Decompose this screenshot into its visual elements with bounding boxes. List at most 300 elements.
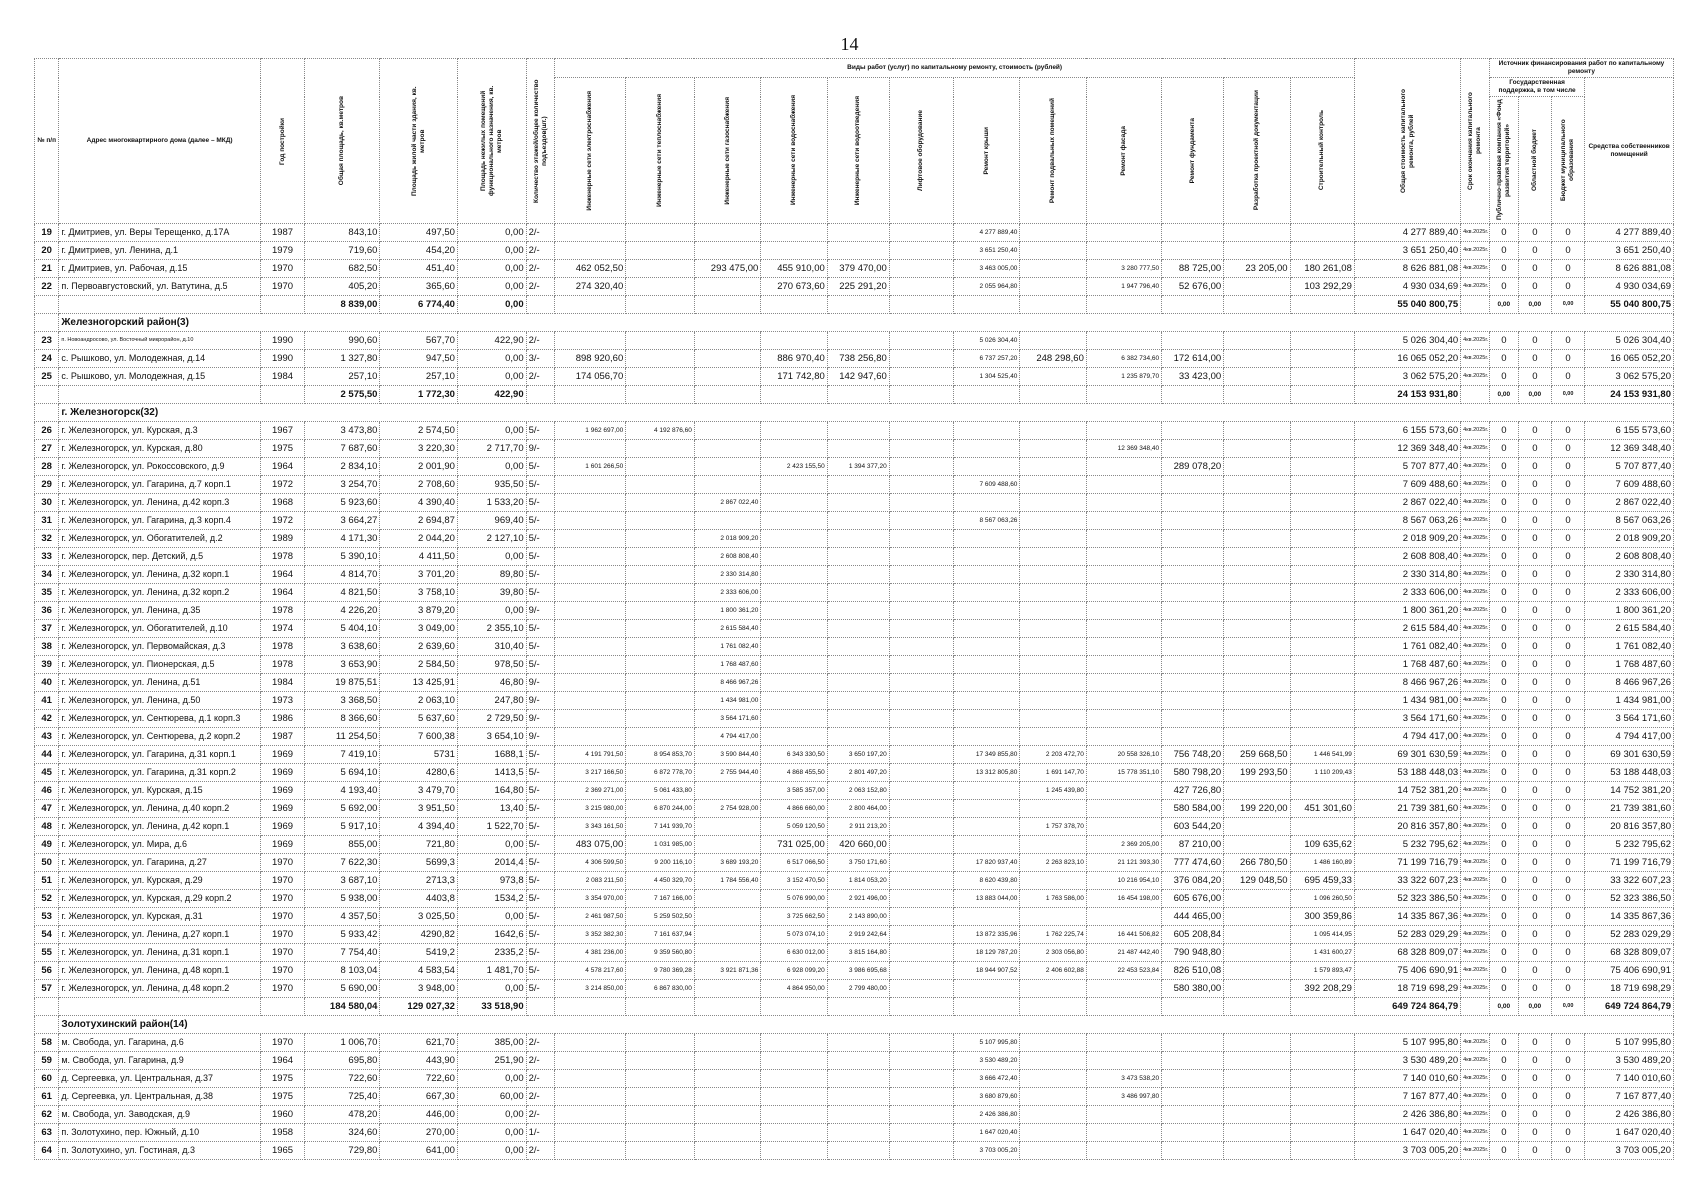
row-work-cost <box>827 530 889 548</box>
row-work-cost <box>626 710 695 728</box>
row-work-cost: 16 441 506,82 <box>1086 926 1161 944</box>
col-work-12-header: Строительный контроль <box>1290 78 1354 224</box>
row-work-cost: 1 784 556,40 <box>694 872 760 890</box>
district-group-row <box>35 314 1674 332</box>
row-owners: 3 703 005,20 <box>1585 1142 1674 1160</box>
row-work-cost <box>555 476 626 494</box>
row-work-cost: 826 510,08 <box>1162 962 1224 980</box>
row-work-cost: 3 986 695,68 <box>827 962 889 980</box>
table-cell <box>1162 296 1224 314</box>
row-work-cost <box>761 1052 827 1070</box>
row-number: 31 <box>35 512 59 530</box>
row-work-cost <box>761 530 827 548</box>
row-number: 39 <box>35 656 59 674</box>
row-work-cost: 9 780 369,28 <box>626 962 695 980</box>
row-deadline: 4кв.2025г. <box>1461 368 1490 386</box>
row-work-cost: 20 558 326,10 <box>1086 746 1161 764</box>
row-work-cost: 5 076 990,00 <box>761 890 827 908</box>
row-work-cost <box>1224 674 1290 692</box>
row-work-cost: 6 517 066,50 <box>761 854 827 872</box>
row-total-cost: 4 930 034,69 <box>1354 278 1460 296</box>
row-municipal: 0 <box>1551 422 1584 440</box>
row-work-cost: 3 354 970,00 <box>555 890 626 908</box>
table-cell <box>953 998 1019 1016</box>
row-work-cost: 1 814 053,20 <box>827 872 889 890</box>
row-regional: 0 <box>1518 872 1551 890</box>
row-work-cost <box>1020 656 1086 674</box>
row-work-cost: 3 463 005,00 <box>953 260 1019 278</box>
row-work-cost <box>889 980 953 998</box>
row-total-area: 1 006,70 <box>305 1034 380 1052</box>
row-work-cost: 3 214 850,00 <box>555 980 626 998</box>
row-owners: 75 406 690,91 <box>1585 962 1674 980</box>
col-work-1-header: Инженерные сети электроснабжения <box>555 78 626 224</box>
row-regional: 0 <box>1518 710 1551 728</box>
row-work-cost: 2 369 205,00 <box>1086 836 1161 854</box>
row-work-cost: 376 084,20 <box>1162 872 1224 890</box>
col-no-header: № п/п <box>35 59 59 224</box>
row-work-cost <box>694 1142 760 1160</box>
row-work-cost <box>555 602 626 620</box>
row-address: г. Железногорск, ул. Ленина, д.48 корп.2 <box>59 980 261 998</box>
row-municipal: 0 <box>1551 782 1584 800</box>
row-work-cost: 3 703 005,20 <box>953 1142 1019 1160</box>
row-fund: 0 <box>1489 1124 1518 1142</box>
row-municipal: 0 <box>1551 1124 1584 1142</box>
row-regional: 0 <box>1518 548 1551 566</box>
row-work-cost <box>555 494 626 512</box>
row-work-cost: 3 689 193,20 <box>694 854 760 872</box>
row-number: 33 <box>35 548 59 566</box>
row-deadline: 4кв.2025г. <box>1461 1052 1490 1070</box>
row-total-area: 3 687,10 <box>305 872 380 890</box>
row-work-cost: 8 567 063,26 <box>953 512 1019 530</box>
row-work-cost <box>1290 728 1354 746</box>
row-deadline: 4кв.2025г. <box>1461 638 1490 656</box>
row-work-cost <box>1020 620 1086 638</box>
row-work-cost <box>1224 368 1290 386</box>
table-cell <box>761 386 827 404</box>
row-regional: 0 <box>1518 494 1551 512</box>
row-living-area: 3 049,00 <box>380 620 458 638</box>
row-work-cost <box>1020 458 1086 476</box>
row-total-area: 5 938,00 <box>305 890 380 908</box>
row-floors: 9/- <box>526 674 555 692</box>
row-work-cost <box>1290 332 1354 350</box>
row-nonres-area: 0,00 <box>457 260 526 278</box>
subtotal-owners: 24 153 931,80 <box>1585 386 1674 404</box>
row-nonres-area: 0,00 <box>457 422 526 440</box>
col-work-7-header: Ремонт крыши <box>953 78 1019 224</box>
row-work-cost <box>626 476 695 494</box>
row-work-cost <box>761 710 827 728</box>
row-work-cost <box>953 836 1019 854</box>
row-owners: 1 647 020,40 <box>1585 1124 1674 1142</box>
row-work-cost: 2 330 314,80 <box>694 566 760 584</box>
row-fund: 0 <box>1489 494 1518 512</box>
row-floors: 9/- <box>526 692 555 710</box>
row-work-cost: 605 208,84 <box>1162 926 1224 944</box>
row-living-area: 3 025,50 <box>380 908 458 926</box>
row-work-cost <box>1290 620 1354 638</box>
row-living-area: 451,40 <box>380 260 458 278</box>
row-work-cost <box>626 1088 695 1106</box>
row-regional: 0 <box>1518 800 1551 818</box>
row-address: г. Железногорск, ул. Ленина, д.32 корп.1 <box>59 566 261 584</box>
row-number: 28 <box>35 458 59 476</box>
row-regional: 0 <box>1518 944 1551 962</box>
row-work-cost <box>827 1142 889 1160</box>
row-living-area: 365,60 <box>380 278 458 296</box>
row-fund: 0 <box>1489 530 1518 548</box>
row-fund: 0 <box>1489 728 1518 746</box>
row-work-cost <box>694 980 760 998</box>
row-work-cost <box>626 440 695 458</box>
row-work-cost <box>1020 1034 1086 1052</box>
row-floors: 9/- <box>526 602 555 620</box>
row-work-cost <box>1020 980 1086 998</box>
row-year: 1972 <box>260 476 304 494</box>
row-floors: 2/- <box>526 242 555 260</box>
row-work-cost: 2 911 213,20 <box>827 818 889 836</box>
row-number: 30 <box>35 494 59 512</box>
row-address: г. Железногорск, ул. Курская, д.31 <box>59 908 261 926</box>
row-work-cost <box>761 1070 827 1088</box>
row-work-cost: 1 431 600,27 <box>1290 944 1354 962</box>
row-work-cost <box>761 224 827 242</box>
row-address: г. Железногорск, ул. Ленина, д.42 корп.3 <box>59 494 261 512</box>
table-row <box>35 908 1674 926</box>
row-floors: 2/- <box>526 224 555 242</box>
row-work-cost <box>953 602 1019 620</box>
row-work-cost <box>1290 440 1354 458</box>
row-work-cost: 451 301,60 <box>1290 800 1354 818</box>
row-work-cost: 9 359 560,80 <box>626 944 695 962</box>
row-work-cost <box>1086 242 1161 260</box>
row-work-cost: 180 261,08 <box>1290 260 1354 278</box>
row-regional: 0 <box>1518 350 1551 368</box>
row-work-cost <box>761 242 827 260</box>
table-row <box>35 566 1674 584</box>
row-work-cost <box>1290 656 1354 674</box>
col-work-4-header: Инженерные сети водоснабжения <box>761 78 827 224</box>
row-work-cost <box>953 530 1019 548</box>
row-nonres-area: 0,00 <box>457 1124 526 1142</box>
row-nonres-area: 935,50 <box>457 476 526 494</box>
row-total-area: 5 694,10 <box>305 764 380 782</box>
row-floors: 5/- <box>526 962 555 980</box>
row-number: 59 <box>35 1052 59 1070</box>
row-regional: 0 <box>1518 1142 1551 1160</box>
table-row <box>35 980 1674 998</box>
row-work-cost <box>1162 1142 1224 1160</box>
row-deadline: 4кв.2025г. <box>1461 440 1490 458</box>
row-municipal: 0 <box>1551 1088 1584 1106</box>
row-owners: 2 608 808,40 <box>1585 548 1674 566</box>
row-work-cost <box>1290 476 1354 494</box>
row-nonres-area: 1688,1 <box>457 746 526 764</box>
row-total-cost: 7 609 488,60 <box>1354 476 1460 494</box>
row-work-cost <box>1224 458 1290 476</box>
row-work-cost <box>626 260 695 278</box>
row-deadline: 4кв.2025г. <box>1461 566 1490 584</box>
row-work-cost: 1 601 266,50 <box>555 458 626 476</box>
row-work-cost <box>889 1052 953 1070</box>
row-year: 1973 <box>260 692 304 710</box>
row-work-cost: 300 359,86 <box>1290 908 1354 926</box>
row-nonres-area: 1 533,20 <box>457 494 526 512</box>
row-year: 1970 <box>260 926 304 944</box>
row-work-cost: 6 737 257,20 <box>953 350 1019 368</box>
row-work-cost: 7 161 637,94 <box>626 926 695 944</box>
row-work-cost: 12 369 348,40 <box>1086 440 1161 458</box>
subtotal-total-cost: 649 724 864,79 <box>1354 998 1460 1016</box>
subtotal-regional: 0,00 <box>1518 296 1551 314</box>
row-deadline: 4кв.2025г. <box>1461 800 1490 818</box>
row-work-cost: 6 872 778,70 <box>626 764 695 782</box>
col-floors-header: Количество этажей/общее количество подъездов(шт.) <box>526 59 555 224</box>
row-total-cost: 12 369 348,40 <box>1354 440 1460 458</box>
row-work-cost <box>1224 728 1290 746</box>
row-regional: 0 <box>1518 980 1551 998</box>
row-address: г. Железногорск, ул. Ленина, д.51 <box>59 674 261 692</box>
row-work-cost <box>694 422 760 440</box>
row-total-area: 4 193,40 <box>305 782 380 800</box>
row-work-cost <box>626 602 695 620</box>
row-year: 1958 <box>260 1124 304 1142</box>
row-work-cost: 4 450 329,70 <box>626 872 695 890</box>
row-work-cost: 2 423 155,50 <box>761 458 827 476</box>
row-work-cost: 10 216 954,10 <box>1086 872 1161 890</box>
row-total-area: 3 664,27 <box>305 512 380 530</box>
row-total-cost: 6 155 573,60 <box>1354 422 1460 440</box>
row-total-cost: 2 426 386,80 <box>1354 1106 1460 1124</box>
row-regional: 0 <box>1518 1124 1551 1142</box>
row-work-cost <box>694 440 760 458</box>
row-work-cost: 9 200 116,10 <box>626 854 695 872</box>
row-work-cost <box>889 584 953 602</box>
row-work-cost: 580 584,00 <box>1162 800 1224 818</box>
row-work-cost <box>626 278 695 296</box>
row-work-cost: 1 763 586,00 <box>1020 890 1086 908</box>
table-row <box>35 1106 1674 1124</box>
subtotal-living-area: 1 772,30 <box>380 386 458 404</box>
row-fund: 0 <box>1489 332 1518 350</box>
row-regional: 0 <box>1518 908 1551 926</box>
row-work-cost <box>1162 422 1224 440</box>
row-work-cost: 731 025,00 <box>761 836 827 854</box>
row-total-area: 695,80 <box>305 1052 380 1070</box>
row-work-cost: 129 048,50 <box>1224 872 1290 890</box>
table-row <box>35 782 1674 800</box>
row-living-area: 4 390,40 <box>380 494 458 512</box>
row-work-cost <box>1086 530 1161 548</box>
row-municipal: 0 <box>1551 890 1584 908</box>
row-total-cost: 21 739 381,60 <box>1354 800 1460 818</box>
row-work-cost: 18 129 787,20 <box>953 944 1019 962</box>
row-work-cost: 7 609 488,60 <box>953 476 1019 494</box>
row-address: с. Рышково, ул. Молодежная, д.15 <box>59 368 261 386</box>
row-municipal: 0 <box>1551 854 1584 872</box>
row-nonres-area: 0,00 <box>457 908 526 926</box>
row-fund: 0 <box>1489 440 1518 458</box>
row-floors: 5/- <box>526 818 555 836</box>
row-number: 32 <box>35 530 59 548</box>
row-work-cost <box>1162 476 1224 494</box>
row-year: 1978 <box>260 548 304 566</box>
row-owners: 21 739 381,60 <box>1585 800 1674 818</box>
row-work-cost <box>694 926 760 944</box>
row-work-cost: 2 919 242,64 <box>827 926 889 944</box>
row-year: 1969 <box>260 818 304 836</box>
row-year: 1970 <box>260 278 304 296</box>
row-deadline: 4кв.2025г. <box>1461 584 1490 602</box>
row-work-cost: 2 801 497,20 <box>827 764 889 782</box>
row-work-cost: 1 800 361,20 <box>694 602 760 620</box>
row-nonres-area: 2 127,10 <box>457 530 526 548</box>
table-cell <box>1461 296 1490 314</box>
row-fund: 0 <box>1489 872 1518 890</box>
col-work-5-header: Инженерные сети водоотведения <box>827 78 889 224</box>
table-row <box>35 1142 1674 1160</box>
row-address: г. Железногорск, ул. Гагарина, д.31 корп.2 <box>59 764 261 782</box>
row-work-cost: 293 475,00 <box>694 260 760 278</box>
subtotal-municipal: 0,00 <box>1551 386 1584 404</box>
table-cell <box>35 296 59 314</box>
row-work-cost <box>827 602 889 620</box>
row-work-cost: 580 380,00 <box>1162 980 1224 998</box>
row-work-cost: 1 947 796,40 <box>1086 278 1161 296</box>
subtotal-total-cost: 24 153 931,80 <box>1354 386 1460 404</box>
row-deadline: 4кв.2025г. <box>1461 836 1490 854</box>
row-total-cost: 1 761 082,40 <box>1354 638 1460 656</box>
row-floors: 2/- <box>526 332 555 350</box>
table-cell <box>1224 296 1290 314</box>
row-work-cost <box>827 440 889 458</box>
row-work-cost <box>827 1034 889 1052</box>
row-work-cost <box>1224 1088 1290 1106</box>
row-regional: 0 <box>1518 242 1551 260</box>
row-work-cost <box>626 368 695 386</box>
row-owners: 1 761 082,40 <box>1585 638 1674 656</box>
row-work-cost <box>1086 908 1161 926</box>
row-work-cost: 738 256,80 <box>827 350 889 368</box>
table-cell <box>626 998 695 1016</box>
row-work-cost <box>1020 512 1086 530</box>
row-living-area: 722,60 <box>380 1070 458 1088</box>
row-deadline: 4кв.2025г. <box>1461 1142 1490 1160</box>
table-cell <box>1461 998 1490 1016</box>
col-owners-header: Средства собственников помещений <box>1585 78 1674 224</box>
row-work-cost <box>827 728 889 746</box>
table-row <box>35 548 1674 566</box>
row-address: г. Железногорск, ул. Гагарина, д.3 корп.4 <box>59 512 261 530</box>
row-living-area: 4 394,40 <box>380 818 458 836</box>
row-owners: 53 188 448,03 <box>1585 764 1674 782</box>
row-address: м. Свобода, ул. Гагарина, д.9 <box>59 1052 261 1070</box>
row-year: 1968 <box>260 494 304 512</box>
row-year: 1990 <box>260 350 304 368</box>
row-deadline: 4кв.2025г. <box>1461 926 1490 944</box>
row-total-cost: 14 752 381,20 <box>1354 782 1460 800</box>
row-work-cost: 886 970,40 <box>761 350 827 368</box>
row-living-area: 3 479,70 <box>380 782 458 800</box>
row-work-cost <box>1020 1124 1086 1142</box>
row-living-area: 2 001,90 <box>380 458 458 476</box>
row-living-area: 667,30 <box>380 1088 458 1106</box>
row-work-cost: 2 018 909,20 <box>694 530 760 548</box>
row-owners: 8 567 063,26 <box>1585 512 1674 530</box>
row-address: г. Железногорск, ул. Курская, д.15 <box>59 782 261 800</box>
row-total-area: 5 923,60 <box>305 494 380 512</box>
row-work-cost: 898 920,60 <box>555 350 626 368</box>
row-work-cost <box>889 872 953 890</box>
row-work-cost <box>953 494 1019 512</box>
row-work-cost <box>953 782 1019 800</box>
row-work-cost <box>1224 350 1290 368</box>
row-work-cost <box>1020 1052 1086 1070</box>
row-fund: 0 <box>1489 962 1518 980</box>
row-work-cost <box>827 584 889 602</box>
row-regional: 0 <box>1518 854 1551 872</box>
row-work-cost <box>827 494 889 512</box>
row-nonres-area: 39,80 <box>457 584 526 602</box>
row-work-cost <box>1162 1124 1224 1142</box>
row-total-area: 722,60 <box>305 1070 380 1088</box>
row-work-cost <box>827 710 889 728</box>
table-row <box>35 962 1674 980</box>
row-number: 53 <box>35 908 59 926</box>
row-deadline: 4кв.2025г. <box>1461 944 1490 962</box>
row-work-cost <box>1086 332 1161 350</box>
subtotal-fund: 0,00 <box>1489 296 1518 314</box>
row-year: 1978 <box>260 656 304 674</box>
row-work-cost <box>555 1124 626 1142</box>
row-year: 1970 <box>260 260 304 278</box>
row-living-area: 446,00 <box>380 1106 458 1124</box>
row-work-cost <box>953 800 1019 818</box>
row-work-cost: 2 921 496,00 <box>827 890 889 908</box>
row-work-cost: 5 073 074,10 <box>761 926 827 944</box>
row-work-cost <box>889 512 953 530</box>
row-municipal: 0 <box>1551 260 1584 278</box>
row-work-cost <box>1224 422 1290 440</box>
row-work-cost <box>1086 1106 1161 1124</box>
row-deadline: 4кв.2025г. <box>1461 908 1490 926</box>
row-total-area: 7 754,40 <box>305 944 380 962</box>
row-deadline: 4кв.2025г. <box>1461 224 1490 242</box>
row-work-cost <box>1086 584 1161 602</box>
row-work-cost <box>1290 710 1354 728</box>
row-work-cost: 3 473 538,20 <box>1086 1070 1161 1088</box>
table-cell <box>889 296 953 314</box>
row-work-cost <box>1086 710 1161 728</box>
row-address: п. Новоандросово, ул. Восточный микрорайон, д.10 <box>59 332 261 350</box>
row-regional: 0 <box>1518 782 1551 800</box>
row-work-cost <box>1162 1070 1224 1088</box>
row-year: 1964 <box>260 458 304 476</box>
row-deadline: 4кв.2025г. <box>1461 278 1490 296</box>
row-deadline: 4кв.2025г. <box>1461 764 1490 782</box>
row-work-cost <box>1290 1034 1354 1052</box>
row-work-cost <box>889 746 953 764</box>
row-regional: 0 <box>1518 260 1551 278</box>
row-work-cost <box>626 1034 695 1052</box>
row-work-cost: 1 095 414,95 <box>1290 926 1354 944</box>
row-work-cost <box>953 818 1019 836</box>
row-nonres-area: 1413,5 <box>457 764 526 782</box>
row-year: 1970 <box>260 962 304 980</box>
